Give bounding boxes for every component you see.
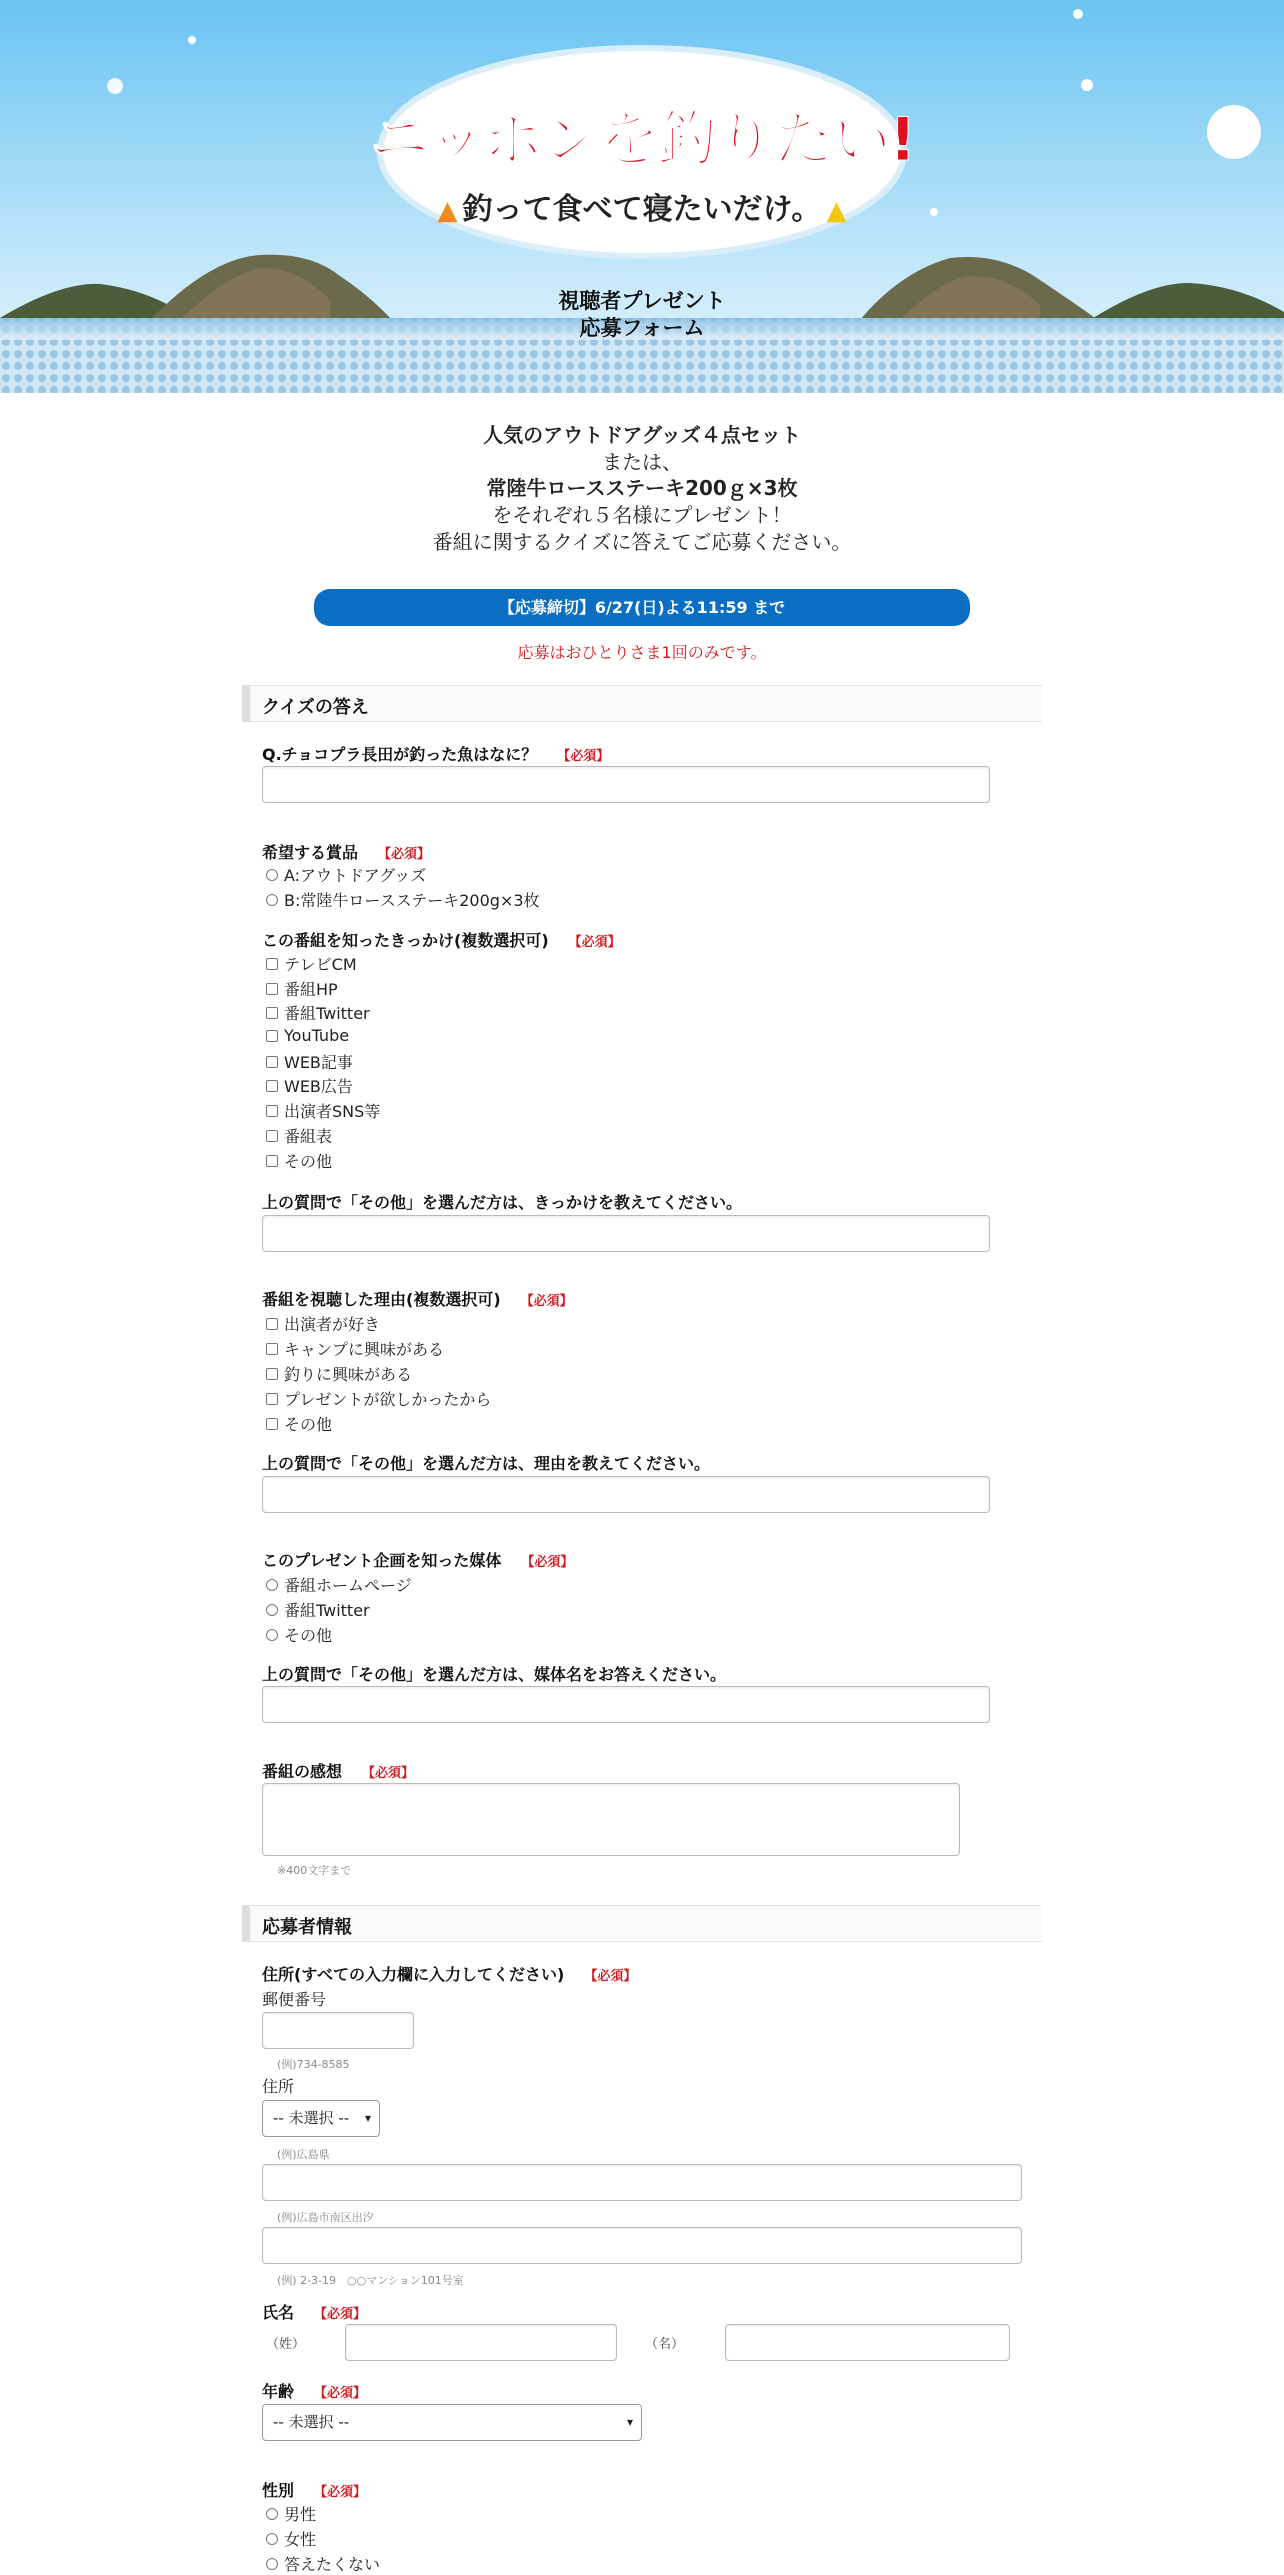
checkbox[interactable] <box>266 1318 278 1330</box>
checkbox[interactable] <box>266 983 278 995</box>
checkbox[interactable] <box>266 1007 278 1019</box>
hero-subtitle-1: 視聴者プレゼント <box>558 289 726 313</box>
trigger-option[interactable]: その他 <box>266 1149 332 1172</box>
gender-option[interactable]: 女性 <box>266 2527 316 2550</box>
zip-example: (例)734-8585 <box>277 2058 350 2071</box>
trigger-label: この番組を知ったきっかけ(複数選択可) 【必須】 <box>262 931 621 950</box>
logo-main: ニッポンを釣りたい! <box>369 105 915 175</box>
radio-button[interactable] <box>266 894 278 906</box>
trigger-option[interactable]: テレビCM <box>266 952 357 975</box>
prize-option-a[interactable]: A:アウトドアグッズ <box>266 863 426 886</box>
q1-label: Q.チョコプラ長田が釣った魚はなに？ 【必須】 <box>262 745 610 764</box>
checkbox[interactable] <box>266 1130 278 1142</box>
trigger-other-input[interactable] <box>262 1215 990 1252</box>
media-label: このプレゼント企画を知った媒体 【必須】 <box>262 1551 574 1570</box>
city-example: (例)広島市南区出汐 <box>277 2211 374 2224</box>
prize-option-b[interactable]: B:常陸牛ロースステーキ200g×3枚 <box>266 888 540 911</box>
checkbox[interactable] <box>266 1418 278 1430</box>
radio-button[interactable] <box>266 2508 278 2520</box>
trigger-option[interactable]: YouTube <box>266 1026 349 1045</box>
trigger-option[interactable]: WEB広告 <box>266 1074 353 1097</box>
chevron-down-icon: ▾ <box>364 2111 371 2125</box>
street-input[interactable] <box>262 2227 1022 2264</box>
checkbox[interactable] <box>266 1056 278 1068</box>
trigger-option[interactable]: 出演者SNS等 <box>266 1099 380 1122</box>
checkbox[interactable] <box>266 1155 278 1167</box>
radio-button[interactable] <box>266 1579 278 1591</box>
checkbox[interactable] <box>266 1030 278 1042</box>
hero-subtitle-2: 応募フォーム <box>579 316 705 340</box>
media-other-input[interactable] <box>262 1686 990 1723</box>
logo-sub: ▲ 釣って食べて寝たいだけ。 ▲ <box>437 192 847 227</box>
hero-banner <box>0 0 1284 393</box>
reason-option[interactable]: その他 <box>266 1412 332 1435</box>
first-name-input[interactable] <box>725 2324 1010 2361</box>
impression-note: ※400文字まで <box>277 1864 352 1877</box>
gender-label: 性別 【必須】 <box>262 2481 367 2500</box>
city-input[interactable] <box>262 2164 1022 2201</box>
reason-option[interactable]: 釣りに興味がある <box>266 1362 412 1385</box>
section-quiz: クイズの答え <box>242 685 1042 722</box>
required-badge: 【必須】 <box>557 749 610 764</box>
trigger-other-label: 上の質問で「その他」を選んだ方は、きっかけを教えてください。 <box>262 1193 743 1212</box>
pref-example: (例)広島県 <box>277 2148 330 2161</box>
checkbox[interactable] <box>266 1080 278 1092</box>
last-name-input[interactable] <box>345 2324 617 2361</box>
tent-icon: ▲ <box>826 196 847 226</box>
trigger-option[interactable]: 番組表 <box>266 1124 332 1147</box>
impression-textarea[interactable] <box>262 1783 960 1856</box>
chevron-down-icon: ▾ <box>626 2415 633 2429</box>
age-label: 年齢 【必須】 <box>262 2382 367 2401</box>
reason-option[interactable]: プレゼントが欲しかったから <box>266 1387 491 1410</box>
checkbox[interactable] <box>266 1368 278 1380</box>
media-option[interactable]: 番組Twitter <box>266 1598 370 1621</box>
intro-line-2: または、 <box>602 450 682 474</box>
deadline-banner: 【応募締切】6/27(日)よる11:59 まで <box>314 589 970 626</box>
address-sub-label: 住所 <box>262 2077 295 2096</box>
prefecture-select[interactable]: -- 未選択 -- ▾ <box>262 2100 380 2137</box>
section-applicant: 応募者情報 <box>242 1905 1042 1942</box>
impression-label: 番組の感想 【必須】 <box>262 1762 415 1781</box>
trigger-option[interactable]: WEB記事 <box>266 1050 353 1073</box>
radio-button[interactable] <box>266 1604 278 1616</box>
q1-answer-input[interactable] <box>262 766 990 803</box>
radio-button[interactable] <box>266 869 278 881</box>
reason-option[interactable]: キャンプに興味がある <box>266 1337 444 1360</box>
street-example: (例) 2-3-19 ○○マンション101号室 <box>277 2274 464 2287</box>
prize-label: 希望する賞品 【必須】 <box>262 843 431 862</box>
media-option[interactable]: その他 <box>266 1623 332 1646</box>
checkbox[interactable] <box>266 1343 278 1355</box>
name-label: 氏名 【必須】 <box>262 2303 367 2322</box>
reason-label: 番組を視聴した理由(複数選択可) 【必須】 <box>262 1290 573 1309</box>
campfire-icon: ▲ <box>437 196 458 226</box>
intro-line-4: をそれぞれ５名様にプレゼント！ <box>492 503 792 527</box>
gender-option[interactable]: 答えたくない <box>266 2552 380 2575</box>
radio-button[interactable] <box>266 2533 278 2545</box>
checkbox[interactable] <box>266 1393 278 1405</box>
sei-label: （姓） <box>266 2337 306 2352</box>
media-other-label: 上の質問で「その他」を選んだ方は、媒体名をお答えください。 <box>262 1665 727 1684</box>
media-option[interactable]: 番組ホームページ <box>266 1573 412 1596</box>
reason-other-label: 上の質問で「その他」を選んだ方は、理由を教えてください。 <box>262 1454 711 1473</box>
address-label: 住所(すべての入力欄に入力してください) 【必須】 <box>262 1965 637 1984</box>
intro-line-1: 人気のアウトドアグッズ４点セット <box>483 423 801 447</box>
radio-button[interactable] <box>266 1629 278 1641</box>
trigger-option[interactable]: 番組Twitter <box>266 1001 370 1024</box>
zip-input[interactable] <box>262 2012 414 2049</box>
once-note: 応募はおひとりさま1回のみです。 <box>517 643 767 662</box>
checkbox[interactable] <box>266 1105 278 1117</box>
checkbox[interactable] <box>266 958 278 970</box>
intro-line-5: 番組に関するクイズに答えてご応募ください。 <box>432 530 852 554</box>
reason-other-input[interactable] <box>262 1476 990 1513</box>
gender-option[interactable]: 男性 <box>266 2502 316 2525</box>
zip-label: 郵便番号 <box>262 1990 327 2009</box>
reason-option[interactable]: 出演者が好き <box>266 1312 380 1335</box>
trigger-option[interactable]: 番組HP <box>266 977 338 1000</box>
age-select[interactable]: -- 未選択 -- ▾ <box>262 2404 642 2441</box>
intro-line-3: 常陸牛ロースステーキ200ｇ×3枚 <box>486 476 798 500</box>
mei-label: （名） <box>645 2337 685 2352</box>
